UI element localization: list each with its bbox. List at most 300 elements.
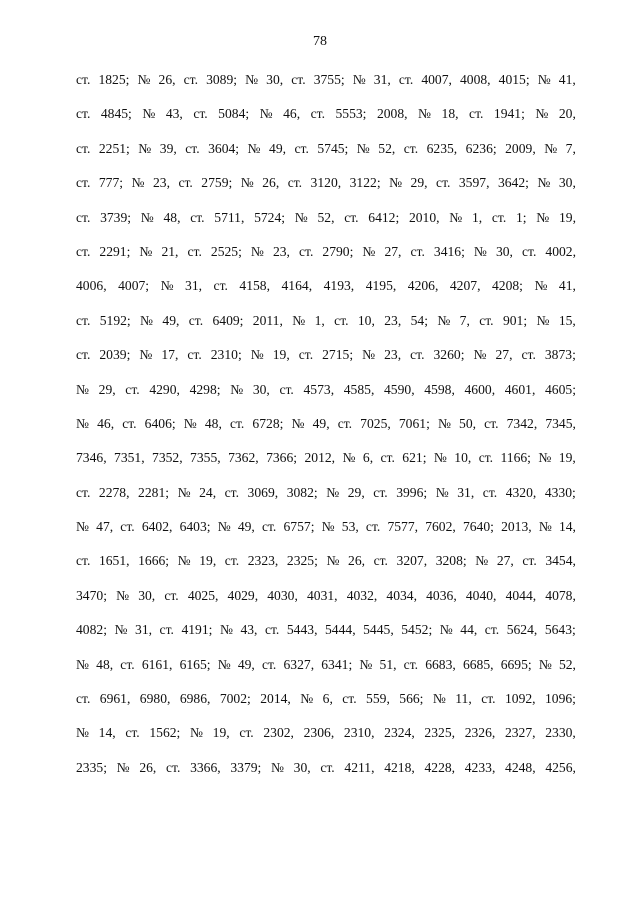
word: 30, (252, 381, 270, 397)
word: 7002; (219, 691, 251, 707)
text-line (76, 689, 576, 723)
text-line (76, 620, 576, 654)
word: ст. (380, 450, 395, 466)
word: ст. (484, 622, 500, 638)
word: 5745; (317, 140, 349, 156)
word: 4573, (303, 381, 335, 397)
word: № (433, 450, 447, 466)
text-line (76, 758, 576, 792)
word: № (76, 519, 89, 535)
word: 2302, (263, 725, 294, 741)
word: 4040, (465, 587, 497, 603)
word: 1666; (138, 553, 170, 569)
word: ст. (185, 140, 200, 156)
text-line (76, 139, 576, 173)
word: ст. (159, 622, 174, 638)
word: № (537, 72, 551, 87)
word: ст. (279, 381, 294, 397)
word: 3873; (544, 347, 576, 363)
word: ст. (299, 243, 314, 259)
word: 48, (204, 415, 222, 431)
word: ст. (436, 175, 451, 191)
word: 4845; (100, 106, 132, 122)
word: 47, (96, 519, 114, 535)
word: 2281; (138, 484, 170, 500)
word: № (183, 415, 197, 431)
word: ст. (76, 312, 91, 328)
word: 621; (402, 450, 427, 466)
word: 2010, (408, 209, 440, 225)
word: ст. (403, 656, 419, 672)
word: ст. (239, 725, 254, 741)
word: № (536, 209, 550, 225)
word: ст. (76, 175, 91, 191)
word: № (294, 209, 308, 225)
word: 4044, (505, 587, 537, 603)
word: № (140, 209, 154, 225)
word: ст. (183, 72, 198, 87)
word: № (219, 622, 233, 638)
word: ст. (193, 106, 208, 122)
word: 2306, (303, 725, 335, 741)
word: 7362, (228, 450, 259, 466)
word: 6961, (99, 691, 131, 707)
word: 49, (162, 312, 180, 328)
word: 26, (262, 175, 280, 191)
word: 26, (348, 553, 366, 569)
word: 7352, (152, 450, 183, 466)
word: 18, (441, 106, 459, 122)
word: № (535, 106, 549, 122)
word: 4298; (189, 381, 221, 397)
word: № (538, 656, 552, 672)
word: ст. (76, 484, 91, 500)
text-line (76, 586, 576, 620)
word: ст. (190, 209, 205, 225)
word: № (326, 553, 340, 569)
word: 3416; (433, 243, 465, 259)
word: № (291, 415, 305, 431)
word: № (359, 656, 373, 672)
word: 14, (98, 725, 116, 741)
word: ст. (76, 209, 91, 225)
word: № (217, 519, 231, 535)
word: 6695; (500, 656, 532, 672)
word: ст. (125, 725, 140, 741)
word: 4590, (384, 381, 415, 397)
legal-reference-text (76, 70, 576, 792)
word: 44, (460, 622, 478, 638)
word: 4290, (149, 381, 180, 397)
word: 3207, (396, 553, 428, 569)
word: № (139, 347, 153, 363)
word: № (538, 519, 552, 535)
word: 7025, (360, 415, 391, 431)
word: 4007, (421, 72, 452, 87)
word: 7061; (398, 415, 430, 431)
word: 777; (98, 175, 124, 191)
word: 31, (373, 72, 391, 87)
word: 2327, (504, 725, 536, 741)
word: ст. (120, 656, 135, 672)
word: 1562; (149, 725, 181, 741)
word: 4228, (424, 759, 456, 775)
word: ст. (224, 484, 239, 500)
word: 4029, (227, 587, 259, 603)
word: 2330, (545, 725, 576, 741)
word: ст. (166, 759, 181, 775)
word: 4015; (498, 72, 530, 87)
word: 3260; (433, 347, 465, 363)
word: № (247, 140, 261, 156)
word: 1; (515, 209, 527, 225)
word: 2009, (505, 140, 536, 156)
text-line (76, 208, 576, 242)
word: 19, (199, 553, 217, 569)
word: № (240, 175, 254, 191)
word: ст. (294, 140, 309, 156)
word: 30, (558, 175, 576, 191)
word: ст. (120, 519, 135, 535)
word: № (217, 656, 231, 672)
word: 30, (293, 759, 311, 775)
word: 19, (558, 450, 576, 466)
word: 6327, (283, 656, 315, 672)
word: 2013, (501, 519, 532, 535)
word: № (116, 759, 130, 775)
word: 3597, (458, 175, 490, 191)
word: 7351, (114, 450, 145, 466)
text-line (76, 448, 576, 482)
word: № (76, 415, 89, 431)
word: 2008, (376, 106, 408, 122)
word: 6406; (144, 415, 176, 431)
word: ст. (469, 106, 484, 122)
word: 6403; (179, 519, 211, 535)
word: 2323, (247, 553, 279, 569)
word: 566; (399, 691, 424, 707)
word: ст. (373, 484, 388, 500)
word: 4030, (267, 587, 298, 603)
word: № (138, 140, 152, 156)
text-line (76, 483, 576, 517)
word: 29, (347, 484, 365, 500)
word: № (245, 72, 259, 87)
word: 6235, (426, 140, 458, 156)
word: 559, (366, 691, 390, 707)
word: 4036, (426, 587, 457, 603)
word: ст. (522, 553, 537, 569)
word: 4006, (76, 278, 107, 294)
word: 4330; (544, 484, 576, 500)
word: 4207, (449, 278, 481, 294)
text-line (76, 173, 576, 207)
word: 3739; (100, 209, 132, 225)
word: 4206, (407, 278, 439, 294)
word: ст. (410, 347, 425, 363)
word: 2715; (322, 347, 354, 363)
word: 26, (158, 72, 176, 87)
word: 5084; (218, 106, 250, 122)
word: ст. (178, 175, 193, 191)
text-line (76, 380, 576, 414)
word: 6685, (462, 656, 494, 672)
word: ст. (122, 415, 137, 431)
word: 4007; (118, 278, 150, 294)
word: 4034, (386, 587, 417, 603)
word: № (449, 209, 463, 225)
word: 1, (471, 209, 483, 225)
word: № (437, 415, 451, 431)
word: 29, (98, 381, 116, 397)
word: 26, (139, 759, 157, 775)
word: 3755; (313, 72, 345, 87)
word: 19, (212, 725, 230, 741)
word: № (538, 450, 552, 466)
word: № (76, 725, 89, 741)
word: 1166; (500, 450, 531, 466)
word: 41, (558, 72, 576, 87)
word: № (473, 243, 487, 259)
word: 2011, (252, 312, 283, 328)
word: 29, (410, 175, 428, 191)
word: 39, (159, 140, 177, 156)
word: 5445, (363, 622, 394, 638)
word: 27, (496, 553, 514, 569)
word: 4256, (545, 759, 576, 775)
word: № (321, 519, 335, 535)
word: № (437, 312, 451, 328)
word: ст. (334, 312, 349, 328)
word: 4193, (323, 278, 355, 294)
word: 2759; (201, 175, 233, 191)
word: 51, (379, 656, 397, 672)
word: 2278, (98, 484, 130, 500)
word: 50, (459, 415, 477, 431)
word: 7640; (462, 519, 494, 535)
word: 1651, (98, 553, 130, 569)
word: ст. (264, 622, 280, 638)
word: 4600, (464, 381, 496, 397)
word: ст. (76, 140, 91, 156)
word: 49, (269, 140, 287, 156)
word: ст. (76, 243, 91, 259)
word: 6683, (425, 656, 456, 672)
word: № (362, 347, 376, 363)
word: ст. (344, 209, 359, 225)
word: ст. (398, 72, 414, 87)
word: ст. (291, 72, 306, 87)
word: 31, (457, 484, 475, 500)
word: 54; (410, 312, 428, 328)
word: 6980, (139, 691, 171, 707)
word: ст. (213, 278, 228, 294)
word: ст. (229, 415, 245, 431)
word: № (292, 312, 306, 328)
word: 2325; (286, 553, 318, 569)
word: № (475, 553, 489, 569)
word: № (537, 175, 551, 191)
word: 3069, (247, 484, 279, 500)
word: 5444, (325, 622, 356, 638)
word: № (142, 106, 156, 122)
word: 49, (237, 656, 255, 672)
word: 5724; (254, 209, 286, 225)
word: ст. (491, 209, 507, 225)
word: № (432, 691, 446, 707)
text-line (76, 104, 576, 138)
word: № (362, 243, 376, 259)
word: 4025, (187, 587, 219, 603)
text-line (76, 276, 576, 310)
word: 30, (495, 243, 513, 259)
word: 6165; (179, 656, 211, 672)
word: 1941; (493, 106, 525, 122)
word: 20, (558, 106, 576, 122)
word: ст. (76, 106, 91, 122)
word: 3089; (206, 72, 238, 87)
text-line (76, 345, 576, 379)
word: № (139, 243, 153, 259)
word: 4585, (343, 381, 375, 397)
word: ст. (187, 243, 202, 259)
word: ст. (342, 691, 357, 707)
word: № (76, 381, 89, 397)
word: 2525; (210, 243, 242, 259)
word: 6412; (368, 209, 400, 225)
word: ст. (403, 140, 419, 156)
word: 52, (378, 140, 396, 156)
word: 2310, (343, 725, 375, 741)
word: ст. (479, 312, 494, 328)
word: 4008, (459, 72, 491, 87)
word: 4164, (281, 278, 313, 294)
word: № (473, 347, 487, 363)
word: 5711, (214, 209, 245, 225)
text-line (76, 551, 576, 585)
word: 21, (161, 243, 179, 259)
word: 14, (558, 519, 576, 535)
word: № (137, 72, 151, 87)
word: 43, (240, 622, 258, 638)
word: ст. (125, 381, 140, 397)
word: № (352, 72, 366, 87)
word: 4031, (306, 587, 338, 603)
word: 1092, (504, 691, 536, 707)
word: 5624, (506, 622, 538, 638)
word: ст. (187, 347, 202, 363)
word: 4158, (239, 278, 270, 294)
word: 24, (199, 484, 217, 500)
word: 52, (558, 656, 576, 672)
word: 31, (135, 622, 153, 638)
word: 27, (495, 347, 513, 363)
word: ст. (76, 553, 91, 569)
word: 1096; (544, 691, 576, 707)
text-line (76, 517, 576, 551)
word: 7342, (506, 415, 538, 431)
word: ст. (298, 347, 314, 363)
word: 6402, (141, 519, 173, 535)
word: 2039; (99, 347, 131, 363)
word: 2326, (464, 725, 496, 741)
text-line (76, 242, 576, 276)
word: 3996; (396, 484, 428, 500)
word: 6757; (283, 519, 315, 535)
word: 6986, (179, 691, 211, 707)
word: ст. (76, 347, 91, 363)
word: № (190, 725, 203, 741)
word: 4082; (76, 622, 107, 638)
word: ст. (373, 553, 388, 569)
word: 49, (312, 415, 330, 431)
word: ст. (481, 691, 496, 707)
word: № (230, 381, 244, 397)
word: 49, (237, 519, 255, 535)
word: ст. (521, 347, 536, 363)
word: № (544, 140, 558, 156)
word: № (300, 691, 314, 707)
text-line (76, 723, 576, 757)
word: 6161, (141, 656, 173, 672)
word: № (534, 278, 548, 294)
word: 4195, (365, 278, 397, 294)
word: 7602, (425, 519, 456, 535)
word: 4601, (504, 381, 536, 397)
word: 30, (138, 587, 156, 603)
word: ст. (188, 312, 204, 328)
word: 19, (272, 347, 290, 363)
word: 2014, (260, 691, 291, 707)
word: ст. (76, 72, 91, 87)
word: 7366; (266, 450, 298, 466)
word: 7345, (545, 415, 576, 431)
word: 3366, (190, 759, 221, 775)
word: ст. (482, 484, 498, 500)
word: № (271, 759, 284, 775)
word: № (250, 243, 264, 259)
word: 46, (283, 106, 301, 122)
word: 5452; (401, 622, 433, 638)
word: ст. (478, 450, 494, 466)
word: № (160, 278, 174, 294)
word: ст. (365, 519, 381, 535)
word: 5643; (544, 622, 576, 638)
word: ст. (410, 243, 425, 259)
word: № (177, 553, 191, 569)
word: 6409; (212, 312, 244, 328)
word: 4605; (545, 381, 576, 397)
word: ст. (337, 415, 353, 431)
word: 10, (357, 312, 375, 328)
word: № (177, 484, 191, 500)
word: 7355, (190, 450, 221, 466)
word: № (259, 106, 273, 122)
word: 6236; (465, 140, 497, 156)
word: 52, (317, 209, 335, 225)
word: 4191; (181, 622, 213, 638)
word: 23, (152, 175, 170, 191)
word: 5443, (286, 622, 318, 638)
word: 4211, (344, 759, 375, 775)
word: ст. (164, 587, 179, 603)
word: 3454, (545, 553, 576, 569)
word: 4248, (505, 759, 536, 775)
word: ст. (76, 691, 91, 707)
word: 53, (341, 519, 359, 535)
word: № (435, 484, 449, 500)
word: 6341; (321, 656, 353, 672)
